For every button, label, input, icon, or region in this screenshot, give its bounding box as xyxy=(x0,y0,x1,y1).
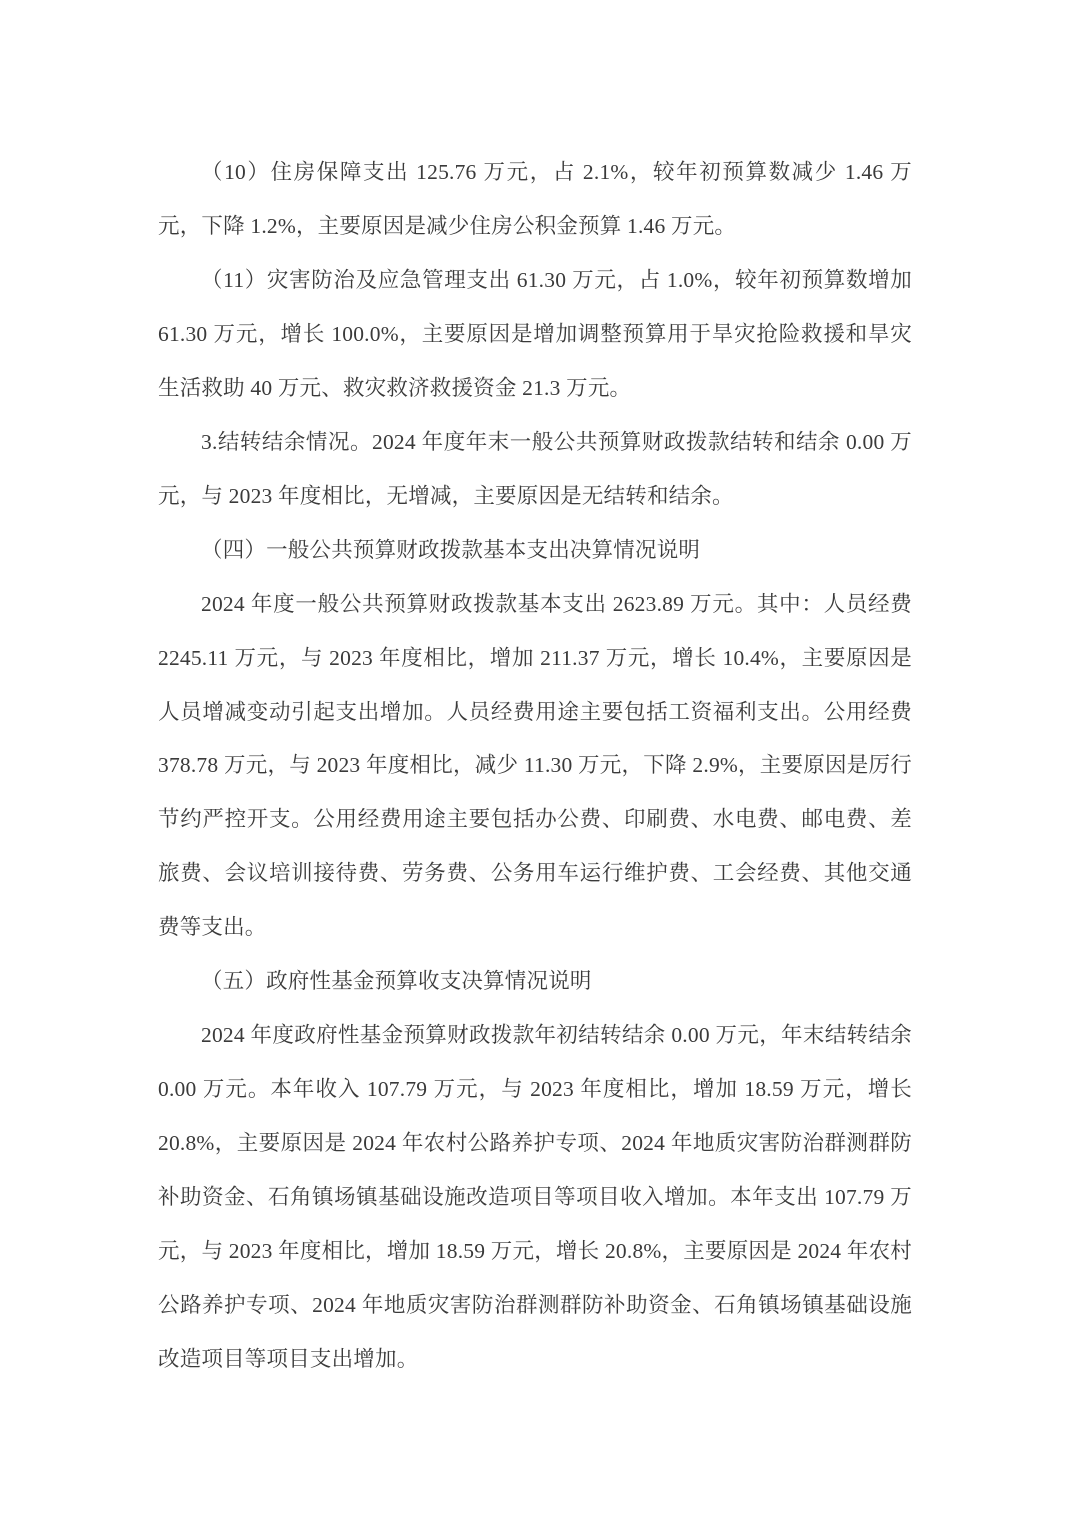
paragraph-housing-security-expenditure: （10）住房保障支出 125.76 万元，占 2.1%，较年初预算数减少 1.46 万元，下降 1.2%，主要原因是减少住房公积金预算 1.46 万元。 xyxy=(158,160,912,238)
paragraph-disaster-prevention-expenditure: （11）灾害防治及应急管理支出 61.30 万元，占 1.0%，较年初预算数增加 61.30 万元，增长 100.0%，主要原因是增加调整预算用于旱灾抢险救援和旱灾生活救助 40 万元、救灾救济救援资金 21.3 万元。 xyxy=(158,267,912,400)
document-body xyxy=(158,146,912,1387)
heading-section-four-basic-expenditure: （四）一般公共预算财政拨款基本支出决算情况说明 xyxy=(201,537,701,562)
paragraph-carryover-balance: 3.结转结余情况。2024 年度年末一般公共预算财政拨款结转和结余 0.00 万元，与 2023 年度相比，无增减，主要原因是无结转和结余。 xyxy=(158,429,912,508)
heading-section-five-gov-fund-budget: （五）政府性基金预算收支决算情况说明 xyxy=(201,969,592,994)
paragraph-gov-fund-details: 2024 年度政府性基金预算财政拨款年初结转结余 0.00 万元，年末结转结余 0.00 万元。本年收入 107.79 万元，与 2023 年度相比，增加 18.59 万元，增长 20.8%，主要原因是 2024 年农村公路养护专项、2024 年地质灾害防治群测群防补助资金、石角镇场镇基础设施改造项目等项目收入增加。本年支出 107.79 万元，与 2023 年度相比，增加 18.59 万元，增长 20.8%，主要原因是 2024 年农村公路养护专项、2024 年地质灾害防治群测群防补助资金、石角镇场镇基础设施改造项目等项目支出增加。 xyxy=(158,1023,912,1371)
paragraph-basic-expenditure-details: 2024 年度一般公共预算财政拨款基本支出 2623.89 万元。其中：人员经费 2245.11 万元，与 2023 年度相比，增加 211.37 万元，增长 10.4%，主要原因是人员增减变动引起支出增加。人员经费用途主要包括工资福利支出。公用经费 378.78 万元，与 2023 年度相比，减少 11.30 万元，下降 2.9%，主要原因是厉行节约严控开支。公用经费用途主要包括办公费、印刷费、水电费、邮电费、差旅费、会议培训接待费、劳务费、公务用车运行维护费、工会经费、其他交通费等支出。 xyxy=(158,591,912,940)
